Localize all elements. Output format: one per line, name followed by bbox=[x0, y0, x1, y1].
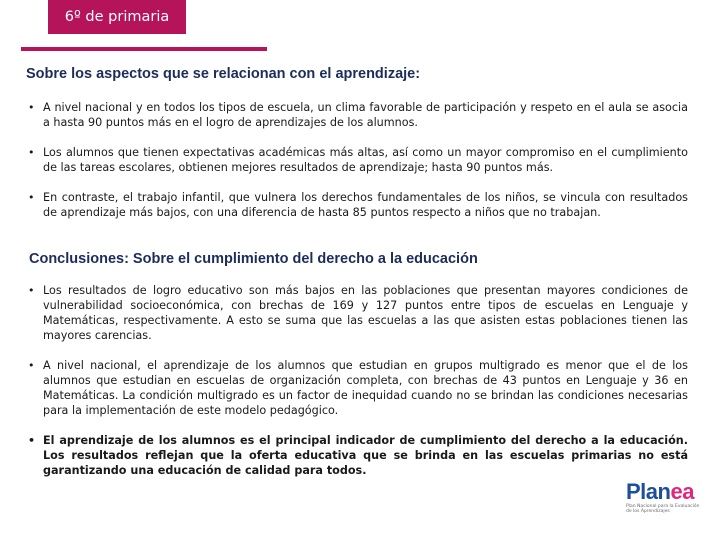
list-item bbox=[26, 283, 688, 343]
bullet-marker: • bbox=[28, 284, 35, 297]
bullet-marker: • bbox=[28, 146, 35, 159]
bullet-text: A nivel nacional y en todos los tipos de escuela, un clima favorable de participación y respeto en el aula se asocia a hasta 90 puntos más en el logro de aprendizajes de los alumnos. bbox=[43, 101, 688, 129]
bullet-marker: • bbox=[28, 434, 36, 447]
aspects-list bbox=[26, 100, 688, 235]
bullet-text: En contraste, el trabajo infantil, que vulnera los derechos fundamentales de los niños, se vincula con resultados de aprendizaje más bajos, con una diferencia de hasta 85 puntos respecto a niños que no trabajan. bbox=[43, 191, 688, 219]
logo-wordmark bbox=[626, 480, 706, 504]
aspects-heading: Sobre los aspectos que se relacionan con el aprendizaje: bbox=[26, 66, 421, 82]
logo-word-main: Plan bbox=[626, 479, 671, 504]
conclusions-list bbox=[26, 283, 688, 493]
list-item bbox=[26, 100, 688, 130]
list-item bbox=[26, 358, 688, 418]
list-item bbox=[26, 190, 688, 220]
bullet-text: A nivel nacional, el aprendizaje de los alumnos que estudian en grupos multigrado es menor que el de los alumnos que estudian en escuelas de organización completa, con brechas de 43 puntos en Lenguaje y 36 en Matemáticas. La condición multigrado es un factor de inequidad cuando no se brindan las condiciones necesarias para la implementación de este modelo pedagógico. bbox=[43, 359, 688, 417]
logo-word-accent: ea bbox=[670, 479, 694, 504]
list-item bbox=[26, 433, 688, 478]
logo-subtitle: Plan Nacional para la Evaluación de los Aprendizajes bbox=[626, 504, 700, 514]
bullet-marker: • bbox=[28, 191, 35, 204]
header-divider bbox=[21, 47, 267, 51]
planea-logo bbox=[626, 480, 706, 522]
bullet-text: El aprendizaje de los alumnos es el principal indicador de cumplimiento del derecho a la educación. Los resultados reflejan que la oferta educativa que se brinda en las escuelas primarias no está garantizando una educación de calidad para todos. bbox=[43, 434, 688, 477]
conclusions-heading: Conclusiones: Sobre el cumplimiento del derecho a la educación bbox=[29, 251, 478, 267]
bullet-marker: • bbox=[28, 101, 35, 114]
list-item bbox=[26, 145, 688, 175]
grade-tab: 6º de primaria bbox=[48, 0, 186, 34]
bullet-text: Los resultados de logro educativo son más bajos en las poblaciones que presentan mayores condiciones de vulnerabilidad socioeconómica, con brechas de 169 y 127 puntos entre tipos de escuelas en Lenguaje y Matemáticas, respectivamente. A esto se suma que las escuelas a las que asisten estas poblaciones tienen las mayores carencias. bbox=[43, 284, 688, 342]
bullet-text: Los alumnos que tienen expectativas académicas más altas, así como un mayor compromiso en el cumplimiento de las tareas escolares, obtienen mejores resultados de aprendizaje; hasta 90 puntos más. bbox=[43, 146, 688, 174]
bullet-marker: • bbox=[28, 359, 35, 372]
